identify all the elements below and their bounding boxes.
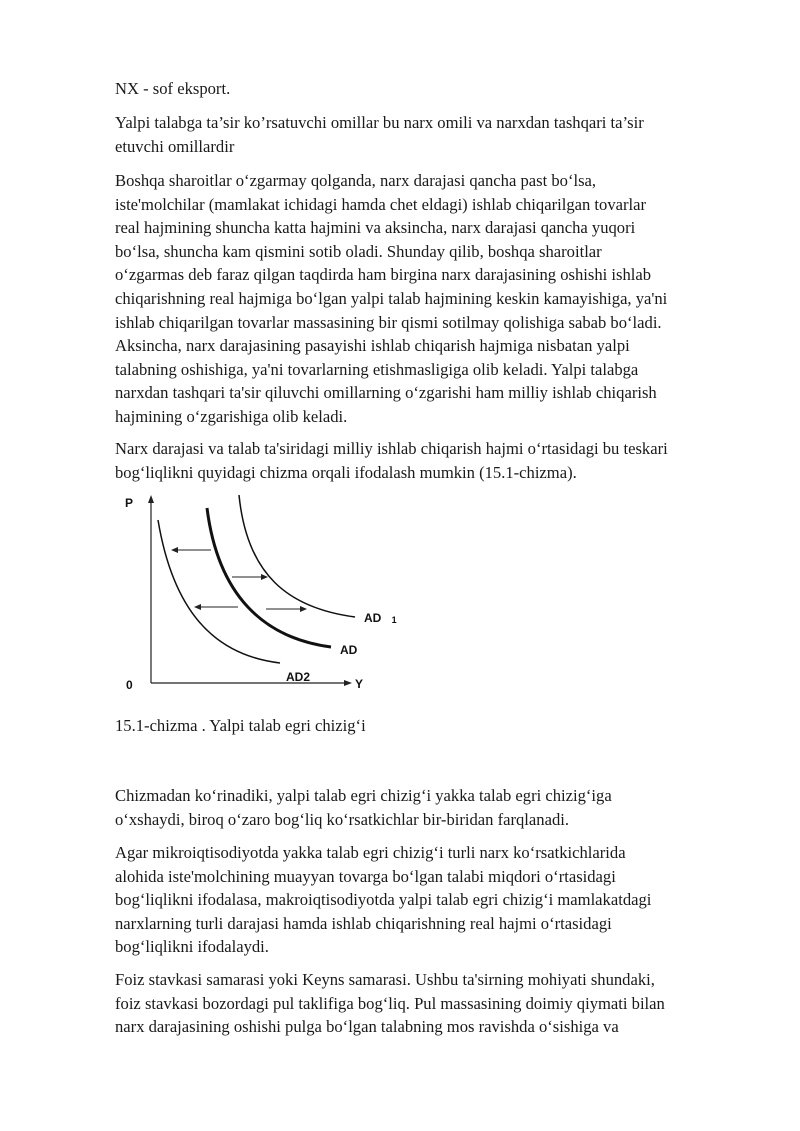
x-axis-arrowhead [344,680,352,686]
text-line: Aksincha, narx darajasining pasayishi ishlab chiqarish hajmiga nisbatan yalpi [115,336,630,356]
text-line: foiz stavkasi bozordagi pul taklifiga bogʻliq. Pul massasining doimiy qiymati bilan [115,993,665,1013]
text-line: Boshqa sharoitlar oʻzgarmay qolganda, narx darajasi qancha past boʻlsa, [115,171,597,190]
text-line: Yalpi talabga ta’sir ko’rsatuvchi omillar bu narx omili va narxdan tashqari ta’sir [115,113,644,132]
paragraph-chizmadan [115,784,755,831]
figure-caption [115,714,755,738]
text-line: narxlarning turli darajasi hamda ishlab chiqarishning real hajmi oʻrtasidagi [115,913,612,933]
text-line: boʻlsa, shuncha kam qismini sotib oladi. Shunday qilib, boshqa sharoitlar [115,241,602,261]
label-ad2: AD2 [286,670,311,684]
text-line: iste'molchilar (mamlakat ichidagi hamda chet eldagi) ishlab chiqarilgan tovarlar [115,194,647,214]
text-line: oʻxshaydi, biroq oʻzaro bogʻliq koʻrsatkichlar bir-biridan farqlanadi. [115,809,570,829]
origin-label: 0 [126,678,133,692]
text-line: ishlab chiqarilgan tovarlar massasining bir qismi sotilmay qolishiga sabab boʻladi. [115,312,662,332]
text-line: Foiz stavkasi samarasi yoki Keyns samarasi. Ushbu ta'sirning mohiyati shundaki, [115,970,655,989]
aggregate-demand-chart [118,490,397,695]
text-line: alohida iste'molchining muayyan tovarga boʻlgan talabi miqdori oʻrtasidagi [115,866,616,886]
y-axis-label: P [125,496,134,510]
paragraph-teskari-bogliqlik [115,437,755,484]
label-ad1-subscript: 1 [391,615,397,625]
text-line: Narx darajasi va talab ta'siridagi milliy ishlab chiqarish hajmi oʻrtasidagi bu teskari [115,439,668,458]
text-line: oʻzgarmas deb faraz qilgan taqdirda ham birgina narx darajasining oshishi ishlab [115,265,652,285]
paragraph-boshqa-sharoitlar [115,169,755,429]
paragraph-yalpi-talab-omillar [115,111,755,158]
text-line: narx darajasining oshishi pulga boʻlgan talabning mos ravishda oʻsishiga va [115,1017,619,1037]
text-line: etuvchi omillardir [115,136,235,156]
y-axis-arrowhead [148,495,154,503]
text-line: 15.1-chizma . Yalpi talab egri chizigʻi [115,716,366,735]
label-ad1: AD [364,611,382,625]
text-line: Agar mikroiqtisodiyotda yakka talab egri chizigʻi turli narx koʻrsatkichlarida [115,843,626,862]
text-line: NX - sof eksport. [115,79,231,98]
text-line: bogʻliqlikni ifodalaydi. [115,937,269,957]
text-line: Chizmadan koʻrinadiki, yalpi talab egri chizigʻi yakka talab egri chizigʻiga [115,786,612,805]
curve-ad2 [158,520,280,663]
text-line: narxdan tashqari ta'sir qiluvchi omillarning oʻzgarishi ham milliy ishlab chiqarish [115,383,657,403]
text-line: bogʻliqlikni quyidagi chizma orqali ifodalash mumkin (15.1-chizma). [115,462,577,482]
text-line: real hajmining shuncha katta hajmini va aksincha, narx darajasi qancha yuqori [115,218,636,238]
text-line: hajmining oʻzgarishiga olib keladi. [115,406,348,426]
x-axis-label: Y [355,677,364,691]
curve-ad [207,508,331,647]
text-line: talabning oshishiga, ya'ni tovarlarning etishmasligiga olib keladi. Yalpi talabga [115,359,639,379]
paragraph-nx [115,77,755,101]
text-line: chiqarishning real hajmiga boʻlgan yalpi talab hajmining keskin kamayishiga, ya'ni [115,288,668,308]
curve-ad1 [239,495,355,617]
paragraph-mikroiqtisodiyot [115,841,755,959]
label-ad: AD [340,643,358,657]
paragraph-foiz-stavkasi [115,968,755,1039]
text-line: bogʻliqlikni ifodalasa, makroiqtisodiyotda yalpi talab egri chizigʻi mamlakatdagi [115,890,652,910]
